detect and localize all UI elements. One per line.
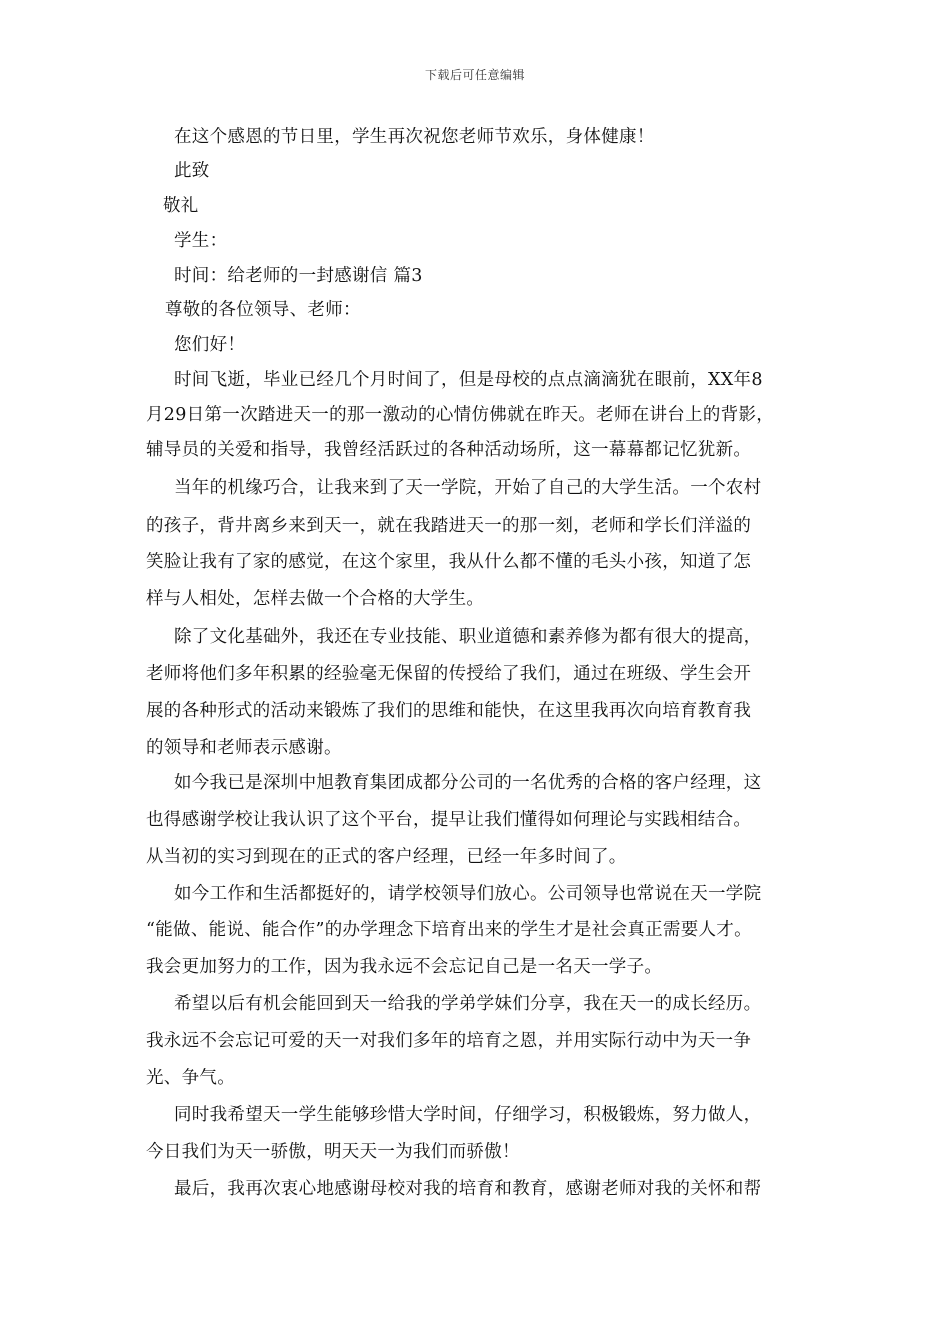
paragraph-line: 我永远不会忘记可爱的天一对我们多年的培育之恩，并用实际行动中为天一争 xyxy=(146,1031,752,1051)
paragraph-line: 样与人相处，怎样去做一个合格的大学生。 xyxy=(146,589,485,609)
closing-salutation-line: 敬礼 xyxy=(163,196,199,216)
paragraph-line: “能做、能说、能合作”的办学理念下培育出来的学生才是社会真正需要人才。 xyxy=(146,920,752,940)
paragraph-line: 也得感谢学校让我认识了这个平台，提早让我们懂得如何理论与实践相结合。 xyxy=(146,810,752,830)
paragraph-line: 展的各种形式的活动来锻炼了我们的思维和能快，在这里我再次向培育教育我 xyxy=(146,701,752,721)
paragraph-line: 希望以后有机会能回到天一给我的学弟学妹们分享，我在天一的成长经历。 xyxy=(174,994,762,1014)
signature-line: 学生： xyxy=(174,231,228,251)
greeting-line: 您们好！ xyxy=(174,335,246,355)
paragraph-line: 在这个感恩的节日里，学生再次祝您老师节欢乐，身体健康！ xyxy=(174,127,655,147)
paragraph-line: 的领导和老师表示感谢。 xyxy=(146,738,342,758)
paragraph-line: 最后，我再次衷心地感谢母校对我的培育和教育，感谢老师对我的关怀和帮 xyxy=(174,1179,762,1199)
greeting-line: 尊敬的各位领导、老师： xyxy=(165,300,361,320)
paragraph-line: 的孩子，背井离乡来到天一，就在我踏进天一的那一刻，老师和学长们洋溢的 xyxy=(146,516,752,536)
paragraph-line: 从当初的实习到现在的正式的客户经理，已经一年多时间了。 xyxy=(146,847,627,867)
paragraph-line: 当年的机缘巧合，让我来到了天一学院，开始了自己的大学生活。一个农村 xyxy=(174,478,762,498)
paragraph-line: 同时我希望天一学生能够珍惜大学时间，仔细学习，积极锻炼，努力做人， xyxy=(174,1105,762,1125)
paragraph-line: 时间飞逝，毕业已经几个月时间了，但是母校的点点滴滴犹在眼前，XX年8 xyxy=(174,370,763,390)
page-header: 下载后可任意编辑 xyxy=(424,68,525,82)
paragraph-line: 如今我已是深圳中旭教育集团成都分公司的一名优秀的合格的客户经理，这 xyxy=(174,773,762,793)
closing-salutation-line: 此致 xyxy=(174,161,210,181)
paragraph-line: 笑脸让我有了家的感觉，在这个家里，我从什么都不懂的毛头小孩，知道了怎 xyxy=(146,552,752,572)
date-title-line: 时间：给老师的一封感谢信 篇3 xyxy=(174,266,423,286)
paragraph-line: 辅导员的关爱和指导，我曾经活跃过的各种活动场所，这一幕幕都记忆犹新。 xyxy=(146,440,752,460)
paragraph-line: 我会更加努力的工作，因为我永远不会忘记自己是一名天一学子。 xyxy=(146,957,663,977)
paragraph-line: 月29日第一次踏进天一的那一激动的心情仿佛就在昨天。老师在讲台上的背影， xyxy=(146,405,775,425)
paragraph-line: 如今工作和生活都挺好的，请学校领导们放心。公司领导也常说在天一学院 xyxy=(174,884,762,904)
paragraph-line: 光、争气。 xyxy=(146,1068,235,1088)
paragraph-line: 老师将他们多年积累的经验毫无保留的传授给了我们，通过在班级、学生会开 xyxy=(146,664,752,684)
paragraph-line: 除了文化基础外，我还在专业技能、职业道德和素养修为都有很大的提高， xyxy=(174,627,762,647)
paragraph-line: 今日我们为天一骄傲，明天天一为我们而骄傲！ xyxy=(146,1142,520,1162)
